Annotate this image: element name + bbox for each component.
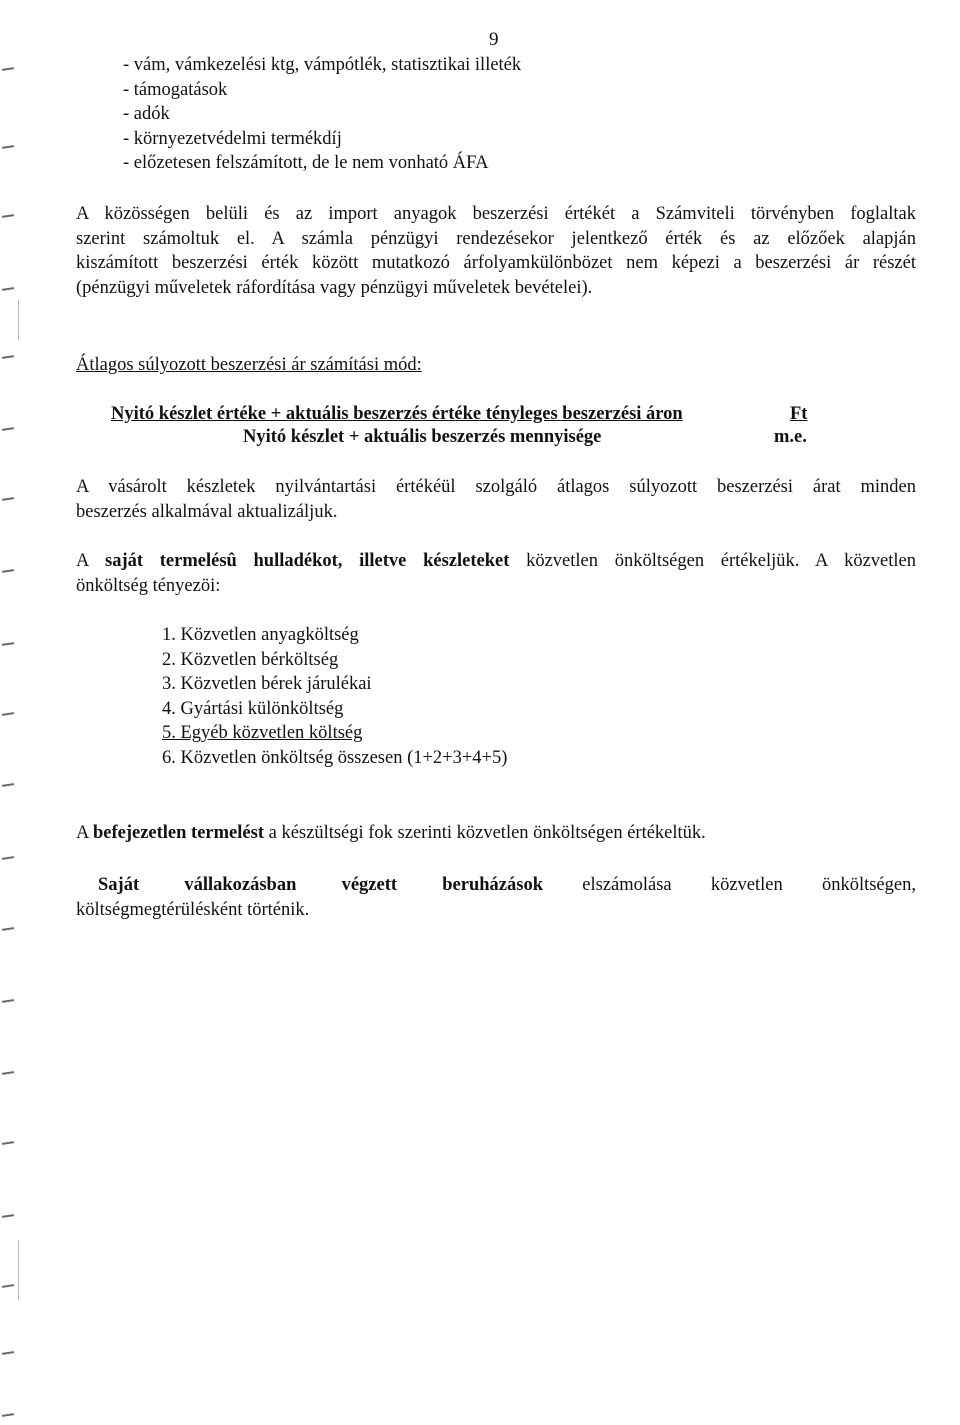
formula-denominator-unit: m.e. — [774, 427, 807, 447]
list-item: - környezetvédelmi termékdíj — [123, 128, 342, 149]
list-item: - előzetesen felszámított, de le nem vonható ÁFA — [123, 153, 489, 173]
paragraph-line: önköltség tényezöi: — [76, 575, 221, 596]
formula-denominator: Nyitó készlet + aktuális beszerzés mennyisége — [243, 427, 602, 447]
text-run: elszámolása közvetlen önköltségen, — [543, 875, 916, 895]
formula-numerator-unit: Ft — [790, 404, 808, 424]
paragraph-line: A közösségen belüli és az import anyagok beszerzési értékét a Számviteli törvényben foglaltak — [76, 204, 916, 224]
page-number: 9 — [489, 29, 499, 50]
method-heading: Átlagos súlyozott beszerzési ár számítási mód: — [76, 355, 422, 375]
own-investment-paragraph — [76, 873, 916, 922]
list-item: 5. Egyéb közvetlen költség — [162, 723, 363, 743]
bold-text: befejezetlen termelést — [92, 823, 264, 843]
paragraph-line: költségmegtérülésként történik. — [76, 899, 310, 920]
paragraph-line: (pénzügyi műveletek ráfordítása vagy pénzügyi műveletek bevételei). — [76, 277, 593, 298]
paragraph-line — [76, 549, 916, 574]
paragraph-line: beszerzés alkalmával aktualizáljuk. — [76, 501, 338, 522]
paragraph-line: A vásárolt készletek nyilvántartási értékéül szolgáló átlagos súlyozott beszerzési árat minden — [76, 477, 916, 497]
list-item: - vám, vámkezelési ktg, vámpótlék, statisztikai illeték — [123, 55, 522, 75]
list-item: - adók — [123, 104, 170, 124]
direct-cost-factors-list — [162, 623, 507, 770]
formula-numerator: Nyitó készlet értéke + aktuális beszerzés értéke tényleges beszerzési áron — [111, 404, 683, 424]
import-valuation-paragraph — [76, 202, 916, 300]
list-item: 3. Közvetlen bérek járulékai — [162, 674, 372, 694]
text-run: közvetlen önköltségen értékeljük. A közvetlen — [509, 551, 917, 571]
list-item: 4. Gyártási különköltség — [162, 698, 344, 719]
own-production-paragraph — [76, 549, 916, 598]
bold-text: Saját vállakozásban végzett beruházások — [98, 875, 544, 895]
paragraph-line — [76, 873, 916, 898]
list-item: 6. Közvetlen önköltség összesen (1+2+3+4+5) — [162, 747, 508, 768]
paragraph-line: szerint számoltuk el. A számla pénzügyi rendezésekor jelentkező érték és az előzőek alapján — [76, 228, 916, 249]
work-in-progress-paragraph — [76, 823, 706, 844]
list-item: 2. Közvetlen bérköltség — [162, 649, 339, 670]
text-run: A — [76, 823, 93, 843]
list-item: 1. Közvetlen anyagköltség — [162, 625, 359, 645]
text-run: a készültségi fok szerinti közvetlen önköltségen értékeltük. — [263, 823, 706, 843]
bold-text: saját termelésû hulladékot, illetve készleteket — [105, 551, 510, 571]
text-run: A — [76, 551, 106, 571]
list-item: - támogatások — [123, 79, 228, 100]
cost-components-list — [123, 53, 521, 176]
purchased-stock-paragraph — [76, 475, 916, 524]
paragraph-line: kiszámított beszerzési érték között mutatkozó árfolyamkülönbözet nem képezi a beszerzési ár részét — [76, 253, 916, 273]
